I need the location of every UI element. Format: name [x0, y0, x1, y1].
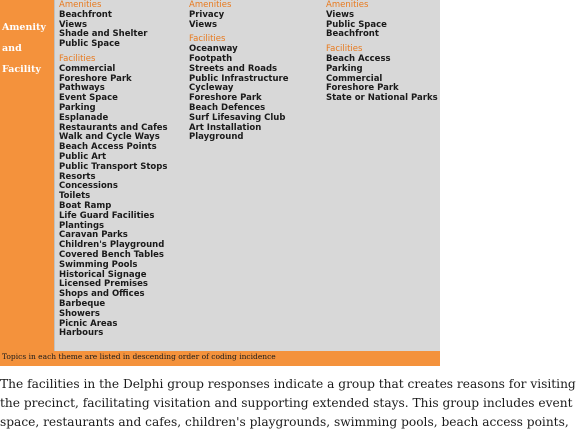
theme-cell [0, 0, 55, 351]
list-item: Esplanade [59, 112, 109, 123]
column-3 [326, 1, 438, 104]
list-item: Beachfront [326, 29, 379, 40]
list-item: Views [189, 19, 218, 30]
list-item: Life Guard Facilities [59, 210, 155, 221]
column-1 [59, 1, 185, 339]
list-item: Shade and Shelter [59, 29, 148, 40]
list-item: Toilets [59, 191, 91, 202]
list-item: Streets and Roads [189, 63, 278, 74]
list-item: Beach Access Points [59, 142, 157, 153]
list-item: Beach Defences [189, 102, 266, 113]
list-item: Walk and Cycle Ways [59, 132, 160, 143]
table-footnote: Topics in each theme are listed in descending order of coding incidence [2, 352, 276, 361]
list-item: Art Installation [189, 122, 262, 133]
list-item: Commercial [59, 63, 116, 74]
section-heading-amenities: Amenities [326, 0, 369, 10]
list-item: Foreshore Park [59, 73, 132, 84]
list-item: Restaurants and Cafes [59, 122, 168, 133]
section-heading-facilities: Facilities [326, 44, 363, 55]
column-2 [189, 1, 321, 143]
paragraph-line: the precinct, facilitating visitation and supporting extended stays. This group includes event [0, 396, 573, 410]
list-item: Foreshore Park [189, 93, 262, 104]
list-item: Views [59, 19, 88, 30]
list-item: Historical Signage [59, 269, 147, 280]
list-item: Beach Access [326, 53, 391, 64]
section-heading-facilities: Facilities [189, 34, 226, 45]
list-item: Showers [59, 308, 100, 319]
list-item: Foreshore Park [326, 83, 399, 94]
section-heading-facilities: Facilities [59, 53, 96, 64]
list-item: Parking [326, 63, 363, 74]
list-item: Event Space [59, 93, 118, 104]
list-item: Footpath [189, 53, 233, 64]
list-item: Covered Bench Tables [59, 249, 164, 260]
list-item: Resorts [59, 171, 96, 182]
list-item: Public Art [59, 151, 107, 162]
theme-label: Amenity and Facility [2, 22, 46, 75]
list-item: Plantings [59, 220, 105, 231]
list-item: Licensed Premises [59, 279, 148, 290]
list-item: Beachfront [59, 9, 112, 20]
body-paragraph [0, 375, 576, 432]
list-item: Concessions [59, 181, 118, 192]
list-item: Public Transport Stops [59, 161, 168, 172]
list-item: Oceanway [189, 44, 238, 55]
paragraph-line: space, restaurants and cafes, children's playgrounds, swimming pools, beach access points, [0, 415, 569, 429]
list-item: Parking [59, 102, 96, 113]
paragraph-line: The facilities in the Delphi group responses indicate a group that creates reasons for visiting [0, 377, 576, 391]
list-item: Harbours [59, 328, 104, 339]
list-item: Playground [189, 132, 244, 143]
list-item: Barbeque [59, 298, 106, 309]
list-item: Cycleway [189, 83, 234, 94]
list-item: Boat Ramp [59, 200, 112, 211]
list-item: Pathways [59, 83, 105, 94]
list-item: Children's Playground [59, 240, 165, 251]
list-item: Shops and Offices [59, 289, 145, 300]
table-footer [0, 351, 440, 366]
list-item: Swimming Pools [59, 259, 138, 270]
list-item: Picnic Areas [59, 318, 118, 329]
list-item: Public Space [326, 19, 387, 30]
list-item: Privacy [189, 9, 225, 20]
list-item: Public Space [59, 39, 120, 50]
list-item: Public Infrastructure [189, 73, 289, 84]
list-item: Surf Lifesaving Club [189, 112, 286, 123]
section-heading-amenities: Amenities [59, 0, 102, 10]
list-item: Views [326, 9, 355, 20]
list-item: Commercial [326, 73, 383, 84]
section-heading-amenities: Amenities [189, 0, 232, 10]
list-item: State or National Parks [326, 93, 438, 104]
list-item: Caravan Parks [59, 230, 128, 241]
